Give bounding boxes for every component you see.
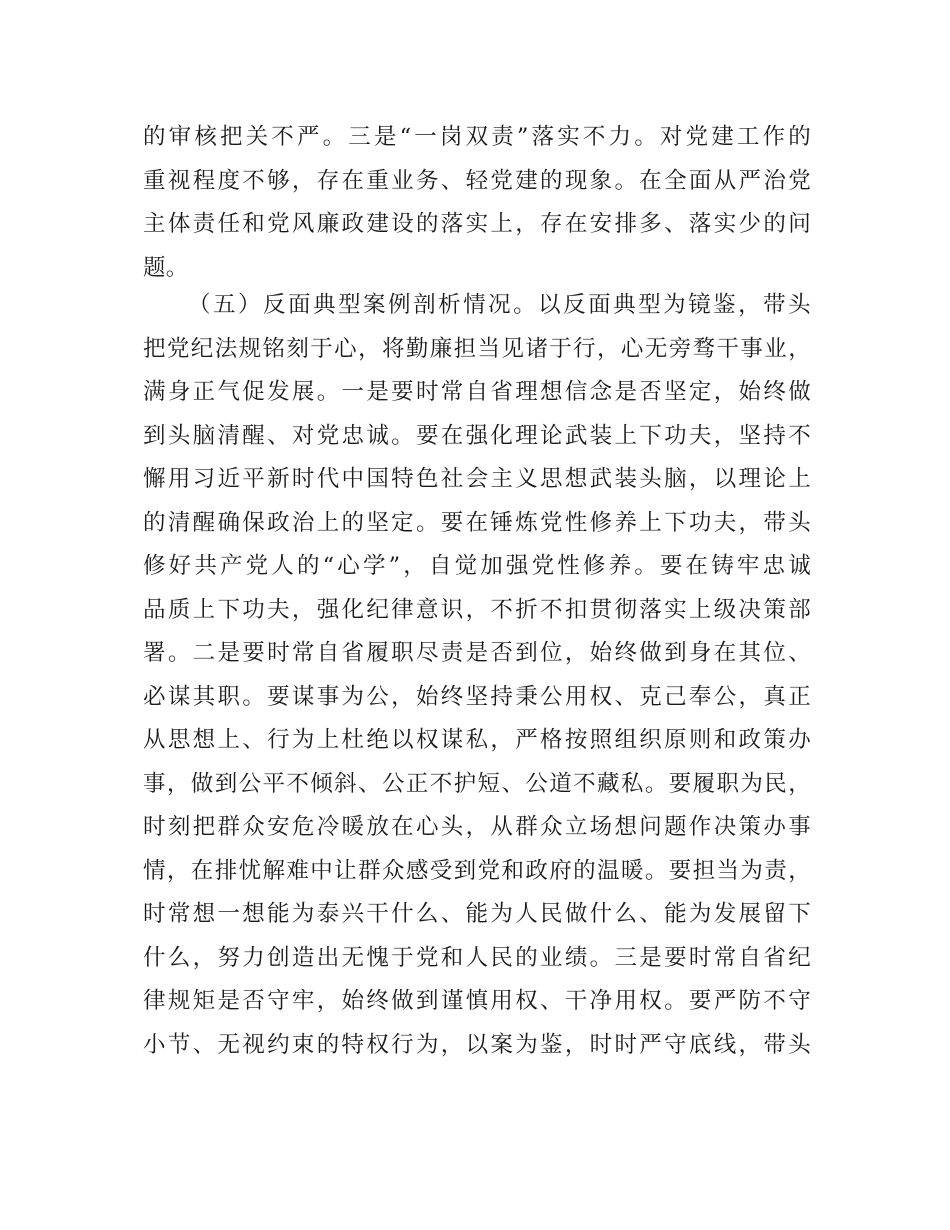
paragraph-2 <box>143 284 811 1067</box>
text-line: 从思想上、行为上杜绝以权谋私，严格按照组织原则和政策办 <box>143 727 811 753</box>
paragraph-1 <box>143 116 811 290</box>
text-line: 署。二是要时常自省履职尽责是否到位，始终做到身在其位、 <box>143 640 811 666</box>
text-line: 的审核把关不严。三是“一岗双责”落实不力。对党建工作的 <box>143 124 811 150</box>
text-line: 时常想一想能为泰兴干什么、能为人民做什么、能为发展留下 <box>143 901 811 927</box>
text-line: 到头脑清醒、对党忠诚。要在强化理论武装上下功夫，坚持不 <box>143 422 811 449</box>
text-line: 懈用习近平新时代中国特色社会主义思想武装头脑，以理论上 <box>143 466 811 492</box>
text-line: 律规矩是否守牢，始终做到谨慎用权、干净用权。要严防不守 <box>143 988 811 1014</box>
text-line: 小节、无视约束的特权行为，以案为鉴，时时严守底线，带头 <box>143 1031 811 1058</box>
text-line: 修好共产党人的“心学”，自觉加强党性修养。要在铸牢忠诚 <box>143 553 811 579</box>
text-line: 情，在排忧解难中让群众感受到党和政府的温暖。要担当为责， <box>143 857 811 884</box>
text-line: 品质上下功夫，强化纪律意识，不折不扣贯彻落实上级决策部 <box>143 596 811 623</box>
text-line: 时刻把群众安危冷暖放在心头，从群众立场想问题作决策办事 <box>143 814 811 840</box>
text-line: 的清醒确保政治上的坚定。要在锤炼党性修养上下功夫，带头 <box>143 509 811 536</box>
text-line: 重视程度不够，存在重业务、轻党建的现象。在全面从严治党 <box>143 167 811 194</box>
text-line: 题。 <box>143 254 189 281</box>
text-line: 主体责任和党风廉政建设的落实上，存在安排多、落实少的问 <box>143 211 811 237</box>
text-line: 什么，努力创造出无愧于党和人民的业绩。三是要时常自省纪 <box>143 944 811 971</box>
text-line: （五）反面典型案例剖析情况。以反面典型为镜鉴，带头 <box>188 292 811 318</box>
text-line: 把党纪法规铭刻于心，将勤廉担当见诸于行，心无旁骛干事业， <box>143 335 811 362</box>
text-line: 事，做到公平不倾斜、公正不护短、公道不藏私。要履职为民， <box>143 770 811 797</box>
text-line: 必谋其职。要谋事为公，始终坚持秉公用权、克己奉公，真正 <box>143 683 811 710</box>
text-line: 满身正气促发展。一是要时常自省理想信念是否坚定，始终做 <box>143 379 811 405</box>
